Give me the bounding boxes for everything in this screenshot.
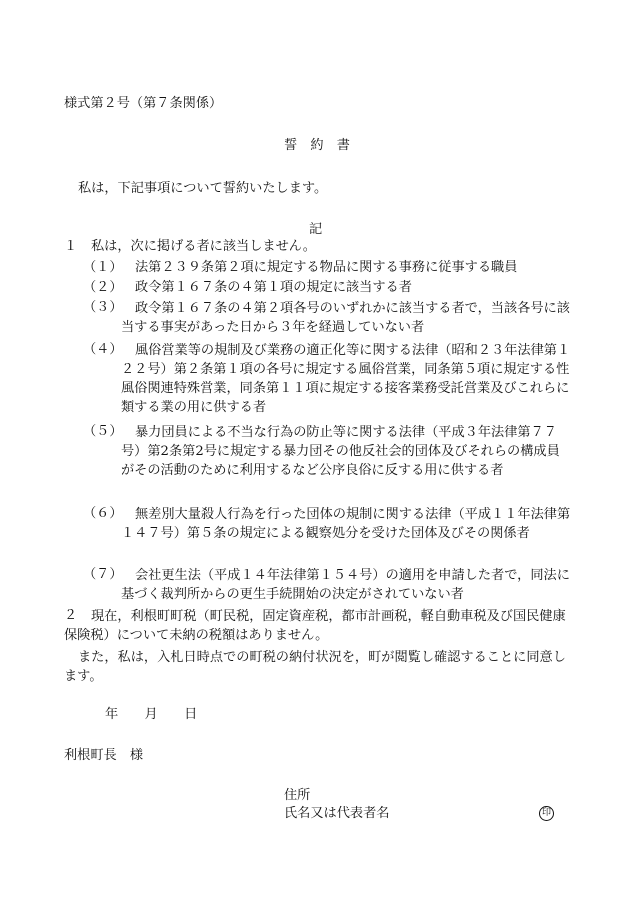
item-6-text: 無差別大量殺人行為を行った団体の規制に関する法律（平成１１年法律第１４７号）第５条の規定による観察処分を受けた団体及びその関係者 — [121, 507, 571, 541]
ki-heading: 記 — [309, 222, 323, 237]
item-1-number: （１） — [83, 260, 123, 275]
item-3-number: （３） — [83, 300, 123, 315]
section-2-text: 現在，利根町町税（町民税，固定資産税，都市計画税，軽自動車税及び国民健康保険税）について未納の税額はありません。 — [64, 609, 566, 643]
document-title: 誓 約 書 — [284, 138, 350, 153]
intro-text: 私は，下記事項について誓約いたします。 — [78, 181, 328, 196]
addressee: 利根町長 様 — [64, 748, 144, 763]
address-label: 住所 — [284, 788, 311, 803]
item-5-text: 暴力団員による不当な行為の防止等に関する法律（平成３年法律第７７号）第2条第2号に規定する暴力団その他反社会的団体及びそれらの構成員がその活動のために利用するなど公序良俗に反する用に供する者 — [121, 425, 560, 478]
section-1-text: 私は，次に掲げる者に該当しません。 — [91, 239, 316, 254]
item-1-text: 法第２３９条第２項に規定する物品に関する事務に従事する職員 — [135, 260, 518, 275]
form-label: 様式第２号（第７条関係） — [64, 96, 223, 111]
item-7-text: 会社更生法（平成１４年法律第１５４号）の適用を申請した者で，同法に基づく裁判所からの更生手続開始の決定がされていない者 — [121, 568, 570, 602]
section-1-number: １ — [64, 239, 78, 254]
item-2-number: （２） — [83, 280, 123, 295]
seal-mark: 印 — [539, 806, 554, 821]
item-6-number: （６） — [83, 506, 123, 521]
item-5-number: （５） — [83, 424, 123, 439]
item-3-text: 政令第１６７条の４第２項各号のいずれかに該当する者で，当該各号に該当する事実があった日から３年を経過していない者 — [121, 301, 570, 335]
item-7-number: （７） — [83, 567, 123, 582]
date-line: 年 月 日 — [105, 707, 198, 722]
section-2-consent: また，私は，入札日時点での町税の納付状況を，町が閲覧し確認することに同意します。 — [64, 650, 566, 684]
name-label: 氏名又は代表者名 — [284, 806, 390, 821]
item-2-text: 政令第１６７条の４第１項の規定に該当する者 — [135, 280, 412, 295]
item-4-number: （４） — [83, 342, 123, 357]
section-2-number: ２ — [64, 608, 78, 623]
item-4-text: 風俗営業等の規制及び業務の適正化等に関する法律（昭和２３年法律第１２２号）第２条第１項の各号に規定する風俗営業，同条第５項に規定する性風俗関連特殊営業，同条第１１項に規定する接客業務受託営業及びこれらに類する業の用に供する者 — [121, 343, 571, 415]
